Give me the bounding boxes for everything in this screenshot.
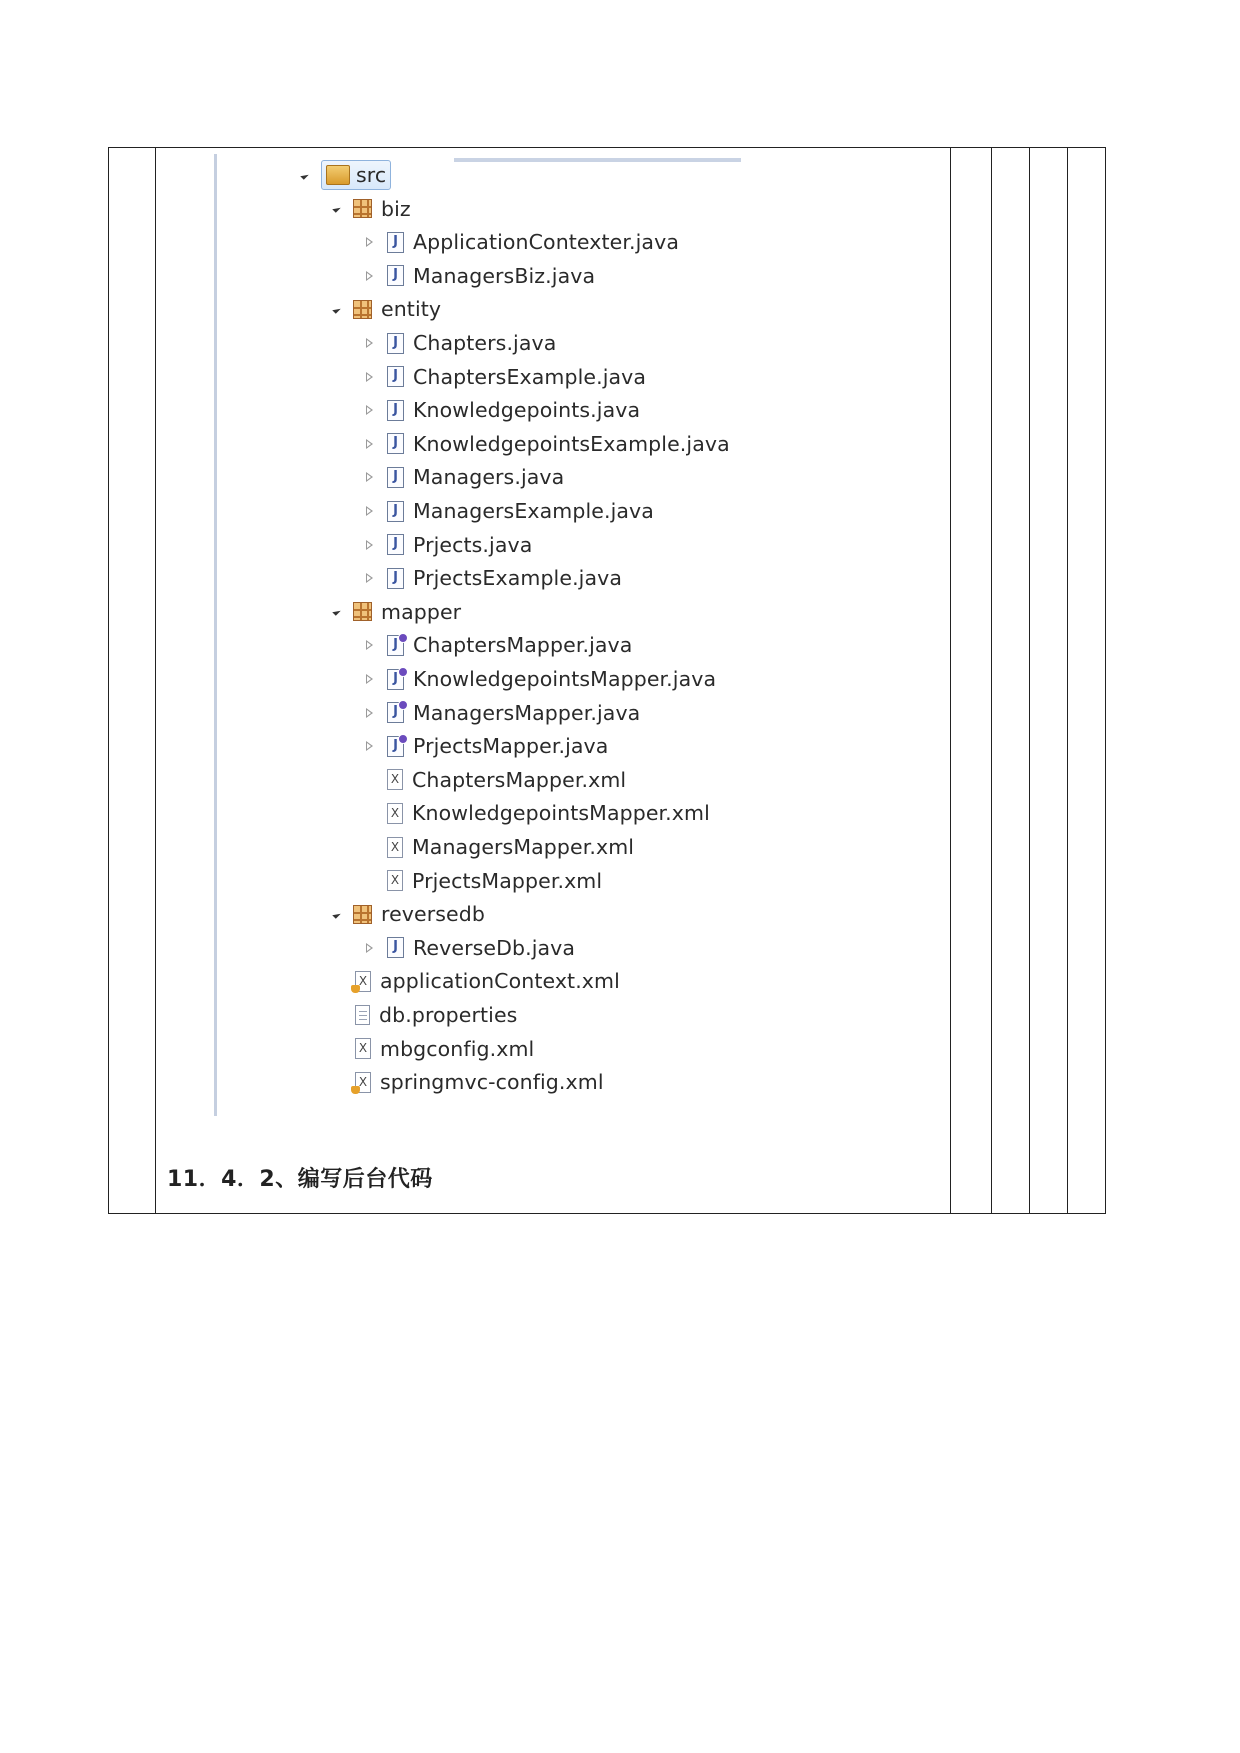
tree-item-label: KnowledgepointsMapper.xml: [412, 801, 710, 826]
java-class-icon: [387, 333, 404, 354]
spring-xml-icon: [355, 1072, 371, 1093]
java-class-icon: [387, 366, 404, 387]
collapse-arrow-icon[interactable]: [366, 741, 373, 751]
expand-arrow-icon[interactable]: [300, 171, 308, 179]
tree-item-label: KnowledgepointsExample.java: [413, 431, 730, 456]
collapse-arrow-icon[interactable]: [366, 237, 373, 247]
package-icon: [353, 602, 372, 621]
tree-item-label: db.properties: [379, 1003, 518, 1027]
tree-item-label: applicationContext.xml: [380, 969, 620, 994]
tree-item-file[interactable]: [366, 663, 716, 695]
collapse-arrow-icon[interactable]: [366, 674, 373, 684]
tree-item-label: ManagersMapper.java: [413, 700, 641, 725]
tree-item-label: Chapters.java: [413, 331, 557, 355]
tree-item-label: ChaptersExample.java: [413, 364, 647, 389]
tree-item-label: ChaptersMapper.java: [413, 633, 633, 658]
tree-item-label: springmvc-config.xml: [380, 1070, 604, 1095]
java-class-icon: [387, 467, 404, 488]
table-cell-s1: [951, 148, 992, 1214]
collapse-arrow-icon[interactable]: [366, 472, 373, 482]
xml-file-icon: [387, 803, 403, 824]
collapse-arrow-icon[interactable]: [366, 506, 373, 516]
tree-item-file[interactable]: [366, 629, 632, 661]
tree-item-file[interactable]: [366, 461, 564, 493]
tree-item-file[interactable]: [366, 260, 595, 292]
source-folder-box: [321, 160, 391, 190]
package-icon: [353, 300, 372, 319]
java-class-icon: [387, 265, 404, 286]
expand-arrow-icon[interactable]: [332, 204, 340, 212]
tree-item-label: biz: [381, 196, 411, 221]
collapse-arrow-icon[interactable]: [366, 405, 373, 415]
tree-item-file[interactable]: [366, 226, 679, 258]
tree-item-label: Prjects.java: [413, 532, 533, 557]
section-heading: 11．4．2、编写后台代码: [167, 1167, 433, 1192]
tree-item-file[interactable]: [366, 394, 640, 426]
tree-item-file[interactable]: [366, 428, 730, 460]
table-cell-s3: [1030, 148, 1068, 1214]
tree-item-file[interactable]: [366, 831, 634, 863]
tree-item-file[interactable]: [334, 965, 620, 997]
tree-item-label: PrjectsMapper.xml: [412, 868, 603, 893]
table-cell-s4: [1068, 148, 1106, 1214]
tree-item-label: src: [356, 163, 387, 187]
tree-item-label: KnowledgepointsMapper.java: [413, 667, 717, 691]
tree-item-label: mapper: [381, 599, 462, 624]
table-cell-s2: [992, 148, 1030, 1214]
tree-left-border: [214, 154, 217, 1116]
package-icon: [353, 905, 372, 924]
expand-arrow-icon[interactable]: [332, 608, 340, 616]
tree-item-file[interactable]: [366, 764, 626, 796]
java-interface-icon: [387, 669, 404, 690]
tree-item-label: PrjectsMapper.java: [413, 734, 609, 759]
tree-item-label: ManagersMapper.xml: [412, 835, 635, 859]
collapse-arrow-icon[interactable]: [366, 338, 373, 348]
properties-file-icon: [355, 1005, 370, 1025]
tree-item-file[interactable]: [366, 730, 608, 762]
expand-arrow-icon[interactable]: [332, 910, 340, 918]
tree-item-label: Managers.java: [413, 465, 565, 490]
tree-item-file[interactable]: [366, 797, 710, 829]
tree-item-file[interactable]: [366, 865, 602, 897]
tree-item-label: ManagersBiz.java: [413, 263, 596, 288]
tree-item-package-entity[interactable]: [334, 293, 441, 325]
xml-file-icon: [355, 1038, 371, 1059]
table-cell-left: [109, 148, 156, 1214]
tree-item-label: ApplicationContexter.java: [413, 230, 679, 255]
tree-item-file[interactable]: [334, 999, 517, 1031]
java-class-icon: [387, 400, 404, 421]
tree-item-label: ChaptersMapper.xml: [412, 767, 627, 792]
tree-item-label: PrjectsExample.java: [413, 566, 623, 591]
collapse-arrow-icon[interactable]: [366, 540, 373, 550]
collapse-arrow-icon[interactable]: [366, 640, 373, 650]
java-class-icon: [387, 501, 404, 522]
tree-item-label: reversedb: [381, 902, 485, 927]
tree-item-file[interactable]: [366, 697, 640, 729]
spring-xml-icon: [355, 971, 371, 992]
collapse-arrow-icon[interactable]: [366, 708, 373, 718]
collapse-arrow-icon[interactable]: [366, 271, 373, 281]
tree-item-file[interactable]: [366, 495, 654, 527]
xml-file-icon: [387, 769, 403, 790]
tree-item-file[interactable]: [366, 562, 622, 594]
tree-item-file[interactable]: [334, 1033, 534, 1065]
java-interface-icon: [387, 736, 404, 757]
tree-item-src[interactable]: [302, 159, 391, 191]
collapse-arrow-icon[interactable]: [366, 573, 373, 583]
collapse-arrow-icon[interactable]: [366, 943, 373, 953]
java-class-icon: [387, 232, 404, 253]
tree-item-package-mapper[interactable]: [334, 596, 461, 628]
package-icon: [353, 199, 372, 218]
tree-item-label: ReverseDb.java: [413, 935, 576, 960]
java-class-icon: [387, 568, 404, 589]
tree-item-label: ManagersExample.java: [413, 499, 654, 523]
java-interface-icon: [387, 702, 404, 723]
scrollbar-top: [454, 158, 741, 162]
tree-item-file[interactable]: [366, 361, 646, 393]
expand-arrow-icon[interactable]: [332, 305, 340, 313]
package-explorer-screenshot: [214, 154, 744, 1116]
tree-item-package-reversedb[interactable]: [334, 898, 485, 930]
java-class-icon: [387, 937, 404, 958]
tree-item-file[interactable]: [366, 529, 532, 561]
document-table: [108, 147, 1106, 1214]
java-class-icon: [387, 534, 404, 555]
tree-item-file[interactable]: [366, 932, 575, 964]
source-folder-icon: [326, 165, 350, 185]
table-cell-content: [156, 148, 951, 1214]
java-class-icon: [387, 433, 404, 454]
tree-item-file[interactable]: [334, 1066, 604, 1098]
xml-file-icon: [387, 837, 403, 858]
tree-item-label: mbgconfig.xml: [380, 1036, 535, 1061]
collapse-arrow-icon[interactable]: [366, 372, 373, 382]
tree-item-label: Knowledgepoints.java: [413, 398, 641, 423]
collapse-arrow-icon[interactable]: [366, 439, 373, 449]
tree-item-label: entity: [381, 297, 442, 322]
tree-item-file[interactable]: [366, 327, 556, 359]
tree-item-package-biz[interactable]: [334, 193, 411, 225]
java-interface-icon: [387, 635, 404, 656]
xml-file-icon: [387, 870, 403, 891]
